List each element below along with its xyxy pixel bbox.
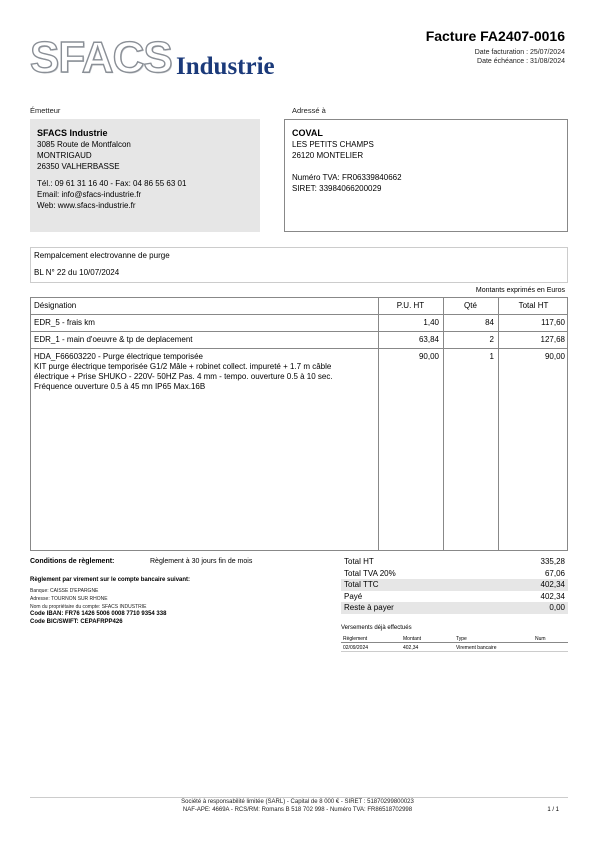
row3-description-line1: KIT purge électrique temporisée G1/2 Mâle + robinet collect. impureté + 1.7 m câble bbox=[34, 362, 332, 371]
paid-row bbox=[341, 591, 568, 603]
payments-header-reglement: Règlement bbox=[343, 636, 368, 642]
reference-subject: Rempalcement electrovanne de purge bbox=[34, 251, 170, 260]
items-table bbox=[30, 297, 568, 551]
bank-name: Banque: CAISSE D'EPARGNE bbox=[30, 588, 99, 594]
payments-header bbox=[341, 635, 568, 643]
row2-designation: EDR_1 - main d'oeuvre & tp de deplacement bbox=[34, 335, 193, 344]
total-ht-value: 335,28 bbox=[540, 557, 565, 566]
remaining-label: Reste à payer bbox=[344, 603, 394, 612]
payments-title: Versements déjà effectués bbox=[341, 625, 412, 631]
reference-box bbox=[30, 247, 568, 283]
row1-quantity: 84 bbox=[485, 318, 494, 327]
total-ht-label: Total HT bbox=[344, 557, 374, 566]
row3-description-line3: Fréquence ouverture 0.5 à 45 mn IP65 Max.16B bbox=[34, 382, 206, 391]
emitter-address-line1: 3085 Route de Montfalcon bbox=[37, 140, 131, 149]
row3-unit-price: 90,00 bbox=[418, 352, 439, 361]
footer-divider bbox=[30, 797, 568, 798]
bank-address: Adresse: TOURNON SUR RHONE bbox=[30, 596, 108, 602]
paid-label: Payé bbox=[344, 591, 363, 601]
emitter-label: Émetteur bbox=[30, 106, 61, 115]
total-ttc-row bbox=[341, 579, 568, 591]
payment-type: Virement bancaire bbox=[456, 645, 497, 651]
row2-quantity: 2 bbox=[489, 335, 494, 344]
invoice-title: Facture FA2407-0016 bbox=[425, 28, 565, 44]
total-vat-label: Total TVA 20% bbox=[344, 568, 396, 578]
row2-total: 127,68 bbox=[540, 335, 565, 344]
recipient-siret: SIRET: 33984066200029 bbox=[292, 184, 382, 193]
total-vat-row bbox=[341, 568, 568, 580]
page-number: 1 / 1 bbox=[547, 807, 559, 813]
payment-conditions-value: Règlement à 30 jours fin de mois bbox=[150, 558, 253, 565]
remaining-value: 0,00 bbox=[549, 603, 565, 612]
reference-delivery-note: BL N° 22 du 10/07/2024 bbox=[34, 268, 120, 277]
payment-date: 02/09/2024 bbox=[343, 645, 369, 651]
row3-total: 90,00 bbox=[544, 352, 565, 361]
total-ttc-value: 402,34 bbox=[540, 580, 565, 589]
payments-header-num: Num bbox=[535, 636, 546, 642]
emitter-email: Email: info@sfacs-industrie.fr bbox=[37, 190, 142, 199]
bic-swift: Code BIC/SWIFT: CEPAFRPP426 bbox=[30, 619, 123, 625]
logo-brand: SFACS bbox=[30, 33, 172, 82]
bank-transfer-title: Règlement par virement sur le compte bancaire suivant: bbox=[30, 577, 191, 583]
payments-header-montant: Montant bbox=[403, 636, 422, 642]
header-designation: Désignation bbox=[34, 301, 77, 310]
row1-unit-price: 1,40 bbox=[423, 318, 439, 327]
row3-designation: HDA_F66603220 - Purge électrique temporisée bbox=[34, 352, 203, 361]
recipient-address-line1: LES PETITS CHAMPS bbox=[292, 140, 374, 149]
emitter-address-line3: 26350 VALHERBASSE bbox=[37, 162, 120, 171]
row3-quantity: 1 bbox=[489, 352, 494, 361]
totals-block bbox=[341, 556, 568, 614]
total-ttc-label: Total TTC bbox=[344, 580, 379, 589]
currency-note: Montants exprimés en Euros bbox=[475, 287, 565, 294]
recipient-name: COVAL bbox=[292, 128, 323, 138]
payments-header-type: Type bbox=[456, 636, 467, 642]
emitter-address-line2: MONTRIGAUD bbox=[37, 151, 92, 160]
remaining-row bbox=[341, 602, 568, 614]
payment-row bbox=[341, 644, 568, 652]
recipient-address-line2: 26120 MONTELIER bbox=[292, 151, 364, 160]
paid-value: 402,34 bbox=[540, 591, 565, 601]
header-total: Total HT bbox=[518, 301, 549, 310]
row2-unit-price: 63,84 bbox=[418, 335, 439, 344]
row1-total: 117,60 bbox=[541, 318, 565, 327]
recipient-label: Adressé à bbox=[292, 106, 326, 115]
footer-legal-line2: NAF-APE: 4669A - RCS/RM: Romans B 518 702 998 - Numéro TVA: FR86518702998 bbox=[182, 807, 413, 813]
recipient-vat: Numéro TVA: FR06339840662 bbox=[292, 173, 402, 182]
emitter-phone: Tél.: 09 61 31 16 40 - Fax: 04 86 55 63 01 bbox=[37, 179, 187, 188]
header-quantity: Qté bbox=[464, 301, 477, 310]
payment-conditions-label: Conditions de règlement: bbox=[30, 558, 115, 565]
footer-legal-line1: Société à responsabilité limitée (SARL) - Capital de 8 000 € - SIRET : 51870299800023 bbox=[181, 799, 414, 805]
emitter-name: SFACS Industrie bbox=[37, 128, 108, 138]
emitter-web: Web: www.sfacs-industrie.fr bbox=[37, 201, 136, 210]
row1-designation: EDR_5 - frais km bbox=[34, 318, 95, 327]
invoice-date: Date facturation : 25/07/2024 bbox=[474, 49, 565, 56]
logo-suffix: Industrie bbox=[176, 53, 275, 80]
iban: Code IBAN: FR76 1426 5006 0008 7710 9354 338 bbox=[30, 611, 167, 617]
company-logo bbox=[30, 34, 290, 82]
account-owner: Nom du propriétaire du compte: SFACS INDUSTRIE bbox=[30, 604, 147, 610]
total-ht-row bbox=[341, 556, 568, 568]
row3-description-line2: électrique + Prise SHUKO - 220V- 50HZ Pas. 4 mm - tempo. ouverture 0.5 à 10 sec. bbox=[34, 372, 333, 381]
total-vat-value: 67,06 bbox=[544, 568, 565, 578]
recipient-box bbox=[284, 119, 568, 232]
header-unit-price: P.U. HT bbox=[396, 301, 425, 310]
emitter-box bbox=[30, 119, 260, 232]
payment-amount: 402,34 bbox=[403, 645, 419, 651]
invoice-due-date: Date échéance : 31/08/2024 bbox=[477, 58, 565, 65]
